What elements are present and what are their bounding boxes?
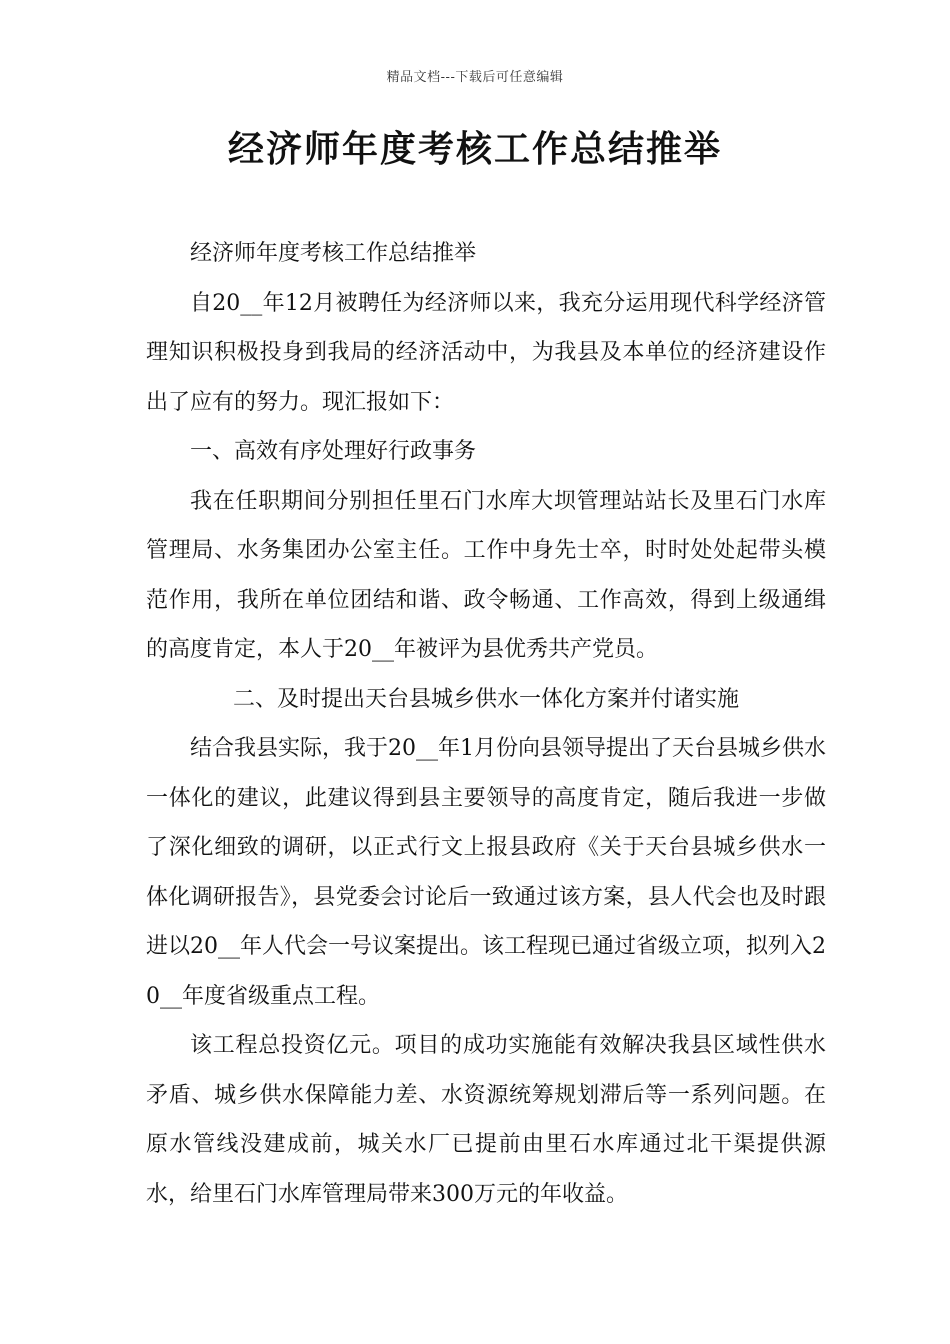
section-1-paragraph: 我在任职期间分别担任里石门水库大坝管理站站长及里石门水库管理局、水务集团办公室主任。工作中身先士卒，时时处处起带头模范作用，我所在单位团结和谐、政令畅通、工作高效，得到上级通缉的高度肯定，本人于20__年被评为县优秀共产党员。	[146, 488, 826, 662]
section-heading-1: 一、高效有序处理好行政事务	[190, 439, 477, 464]
subtitle-paragraph: 经济师年度考核工作总结推举	[190, 241, 477, 266]
section-2-paragraph-1: 结合我县实际，我于20__年1月份向县领导提出了天台县城乡供水一体化的建议，此建议得到县主要领导的高度肯定，随后我进一步做了深化细致的调研，以正式行文上报县政府《关于天台县城乡供水一体化调研报告》，县党委会讨论后一致通过该方案，县人代会也及时跟进以20__年人代会一号议案提出。该工程现已通过省级立项，拟列入20__年度省级重点工程。	[146, 736, 826, 1009]
document-body	[146, 229, 826, 1219]
section-heading-2: 二、及时提出天台县城乡供水一体化方案并付诸实施	[232, 686, 739, 712]
header-note: 精品文档---下载后可任意编辑	[386, 70, 564, 85]
intro-paragraph: 自20__年12月被聘任为经济师以来，我充分运用现代科学经济管理知识积极投身到我局的经济活动中，为我县及本单位的经济建设作出了应有的努力。现汇报如下：	[146, 290, 826, 415]
document-title: 经济师年度考核工作总结推举	[227, 128, 722, 170]
section-2-paragraph-2: 该工程总投资亿元。项目的成功实施能有效解决我县区域性供水矛盾、城乡供水保障能力差、水资源统筹规划滞后等一系列问题。在原水管线没建成前，城关水厂已提前由里石水库通过北干渠提供源水，给里石门水库管理局带来300万元的年收益。	[146, 1033, 826, 1207]
